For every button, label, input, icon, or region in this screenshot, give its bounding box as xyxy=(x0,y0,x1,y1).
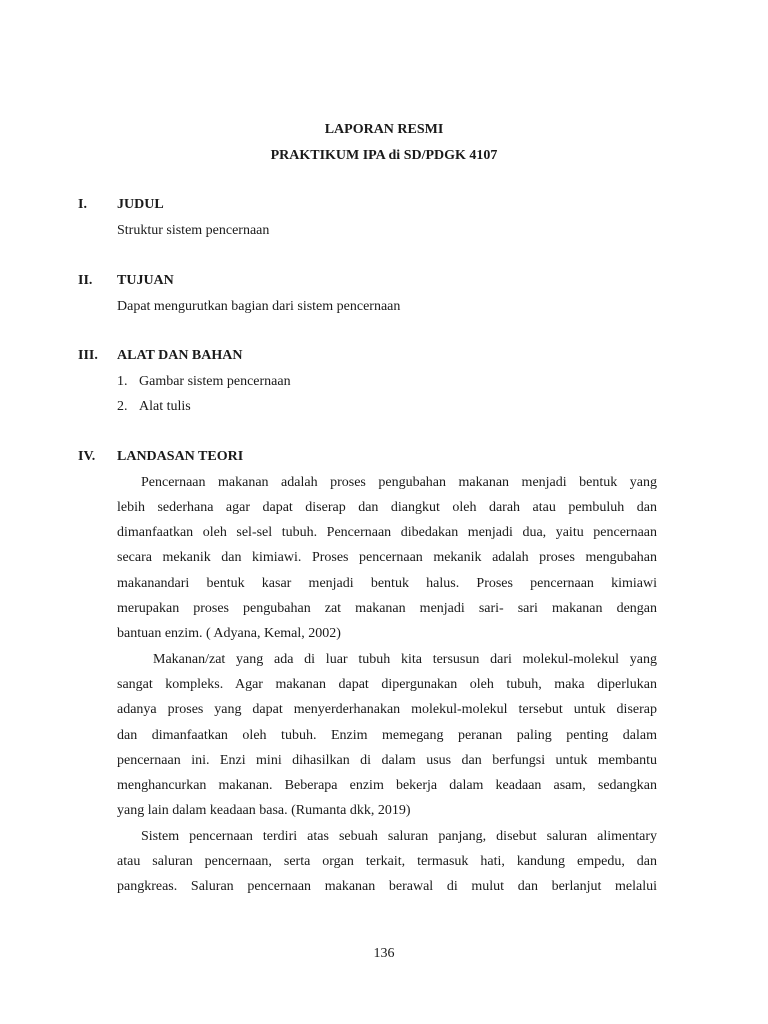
paragraph-line: yang lain dalam keadaan basa. (Rumanta dkk, 2019) xyxy=(117,803,411,818)
section-text: Dapat mengurutkan bagian dari sistem pencernaan xyxy=(117,299,401,314)
paragraph-line: pangkreas. Saluran pencernaan makanan berawal di mulut dan berlanjut melalui xyxy=(117,879,657,894)
list-item-number: 2. xyxy=(117,399,128,414)
paragraph-line: adanya proses yang dapat menyerderhanakan molekul-molekul tersebut untuk diserap xyxy=(117,702,657,717)
paragraph-line: pencernaan ini. Enzi mini dihasilkan di dalam usus dan berfungsi untuk membantu xyxy=(117,753,657,768)
paragraph-line: Makanan/zat yang ada di luar tubuh kita tersusun dari molekul-molekul yang xyxy=(153,652,657,667)
list-item: Alat tulis xyxy=(139,399,191,414)
paragraph-line: sangat kompleks. Agar makanan dapat dipergunakan oleh tubuh, maka diperlukan xyxy=(117,677,657,692)
paragraph-line: menghancurkan makanan. Beberapa enzim bekerja dalam keadaan asam, sedangkan xyxy=(117,778,657,793)
section-number: I. xyxy=(78,197,87,212)
paragraph-line: Sistem pencernaan terdiri atas sebuah saluran panjang, disebut saluran alimentary xyxy=(141,829,657,844)
paragraph-line: dan dimanfaatkan oleh tubuh. Enzim memegang peranan paling penting dalam xyxy=(117,728,657,743)
paragraph-line: Pencernaan makanan adalah proses pengubahan makanan menjadi bentuk yang xyxy=(141,475,657,490)
section-heading: LANDASAN TEORI xyxy=(117,449,244,464)
paragraph-line: secara mekanik dan kimiawi. Proses pencernaan mekanik adalah proses mengubahan xyxy=(117,550,657,565)
section-heading: JUDUL xyxy=(117,197,164,212)
section-number: II. xyxy=(78,273,93,288)
section-number: IV. xyxy=(78,449,96,464)
section-number: III. xyxy=(78,348,98,363)
section-heading: TUJUAN xyxy=(117,273,174,288)
section-heading: ALAT DAN BAHAN xyxy=(117,348,243,363)
list-item-number: 1. xyxy=(117,374,128,389)
paragraph-line: lebih sederhana agar dapat diserap dan diangkut oleh darah atau pembuluh dan xyxy=(117,500,657,515)
report-subtitle: PRAKTIKUM IPA di SD/PDGK 4107 xyxy=(270,148,498,163)
section-text: Struktur sistem pencernaan xyxy=(117,223,270,238)
paragraph-line: dimanfaatkan oleh sel-sel tubuh. Pencernaan dibedakan menjadi dua, yaitu pencernaan xyxy=(117,525,657,540)
paragraph-line: merupakan proses pengubahan zat makanan menjadi sari- sari makanan dengan xyxy=(117,601,657,616)
paragraph-line: makanandari bentuk kasar menjadi bentuk halus. Proses pencernaan kimiawi xyxy=(117,576,657,591)
paragraph-line: atau saluran pencernaan, serta organ terkait, termasuk hati, kandung empedu, dan xyxy=(117,854,657,869)
report-title: LAPORAN RESMI xyxy=(324,122,444,137)
paragraph-line: bantuan enzim. ( Adyana, Kemal, 2002) xyxy=(117,626,341,641)
page-number: 136 xyxy=(373,946,395,961)
list-item: Gambar sistem pencernaan xyxy=(139,374,291,389)
